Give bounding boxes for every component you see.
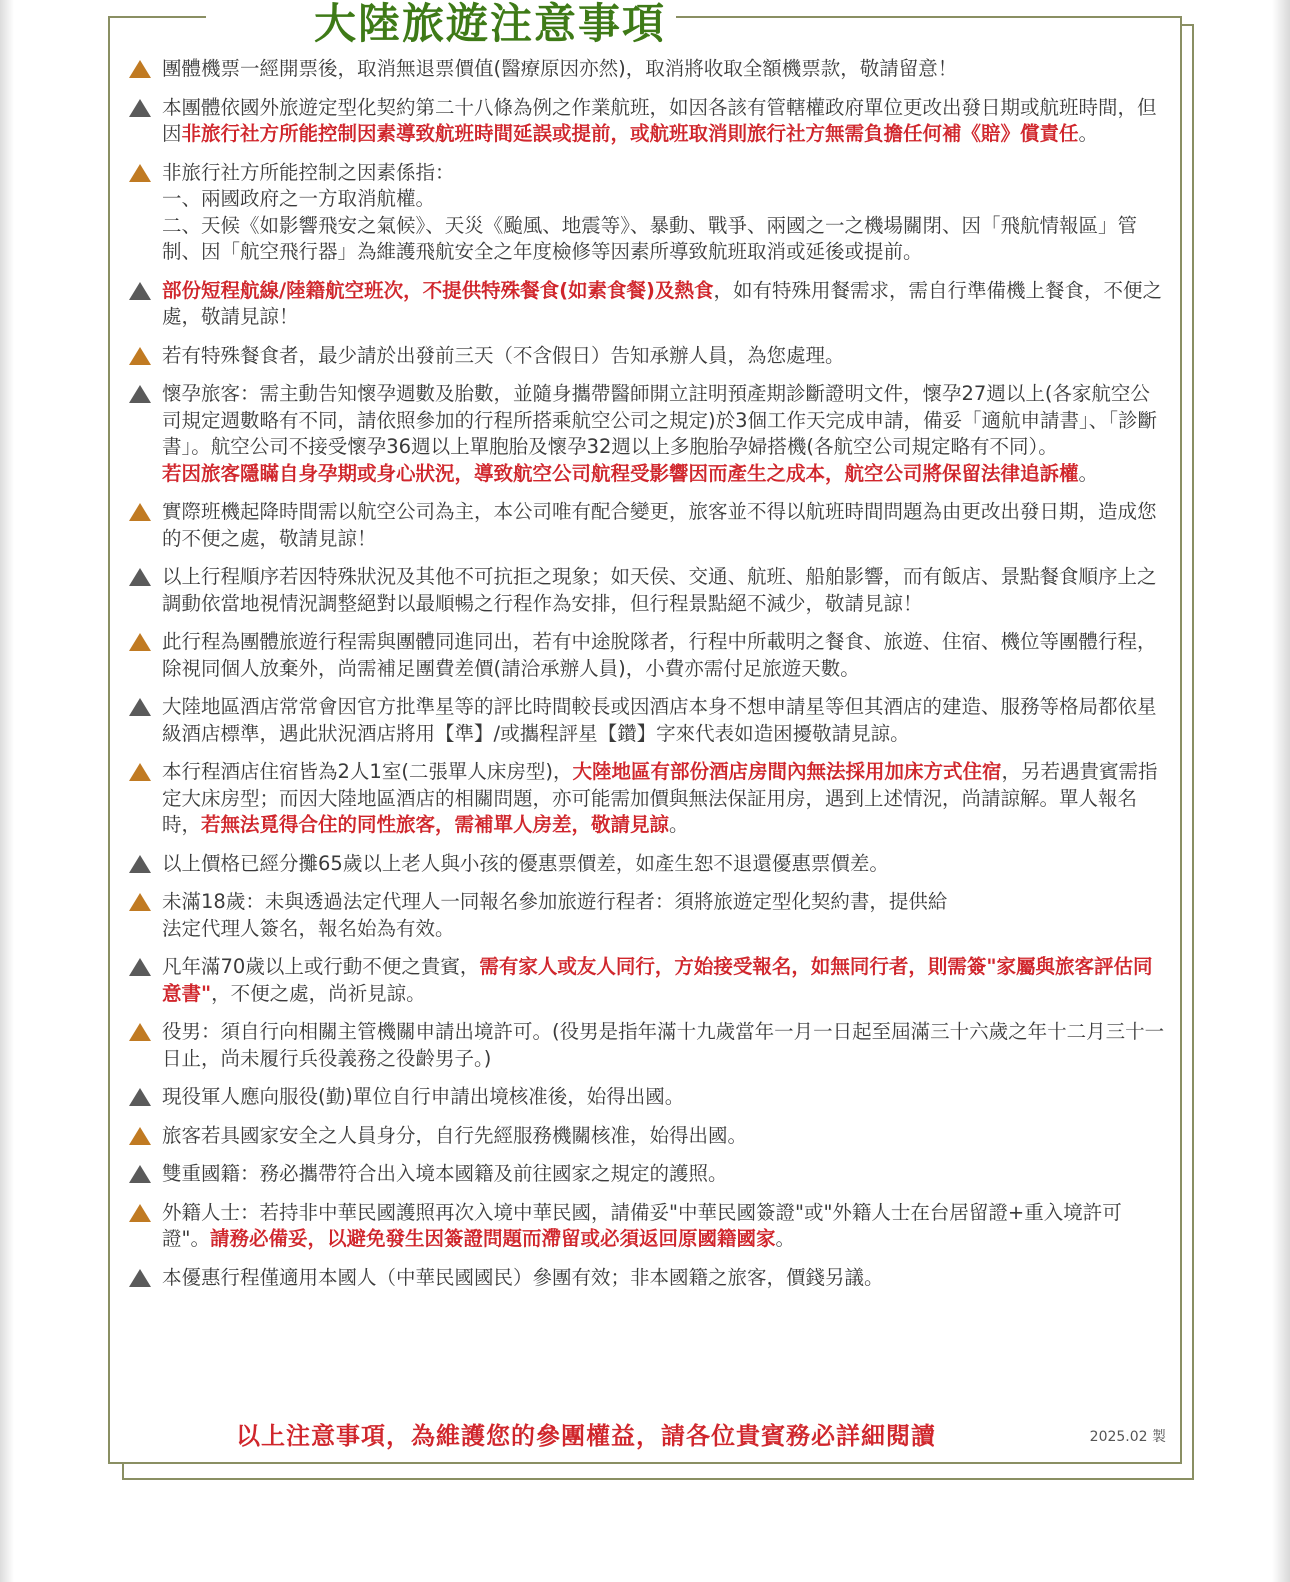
triangle-bullet-icon <box>128 1265 162 1291</box>
triangle-bullet-icon <box>128 343 162 369</box>
note-span: ，如有特殊用餐需求，需自行準備機上餐食，不便之處，敬請見諒！ <box>162 278 1162 328</box>
note-span: 現役軍人應向服役(勤)單位自行申請出境核准後，始得出國。 <box>162 1085 685 1108</box>
triangle-bullet-icon <box>128 629 162 655</box>
list-item <box>128 954 1168 1007</box>
note-text <box>162 1019 1168 1072</box>
list-item <box>128 1161 1168 1188</box>
document-frame <box>108 0 1182 1464</box>
note-text <box>162 1084 1168 1111</box>
triangle-bullet-icon <box>128 95 162 121</box>
note-span: 實際班機起降時間需以航空公司為主，本公司唯有配合變更，旅客並不得以航班時間問題為由更改出發日期，造成您的不便之處，敬請見諒！ <box>162 500 1157 550</box>
note-span: 二、天候《如影響飛安之氣候》、天災《颱風、地震等》、暴動、戰爭、兩國之一之機場關閉、因「飛航情報區」管制、因「航空飛行器」為維護飛航安全之年度檢修等因素所導致航班取消或延後或提前。 <box>162 213 1138 263</box>
list-item <box>128 1019 1168 1072</box>
note-emphasis: 部份短程航線/陸籍航空班次，不提供特殊餐食(如素食餐)及熱食 <box>162 278 714 302</box>
note-span: 。 <box>1078 461 1099 485</box>
list-item <box>128 1123 1168 1150</box>
list-item <box>128 759 1168 839</box>
triangle-bullet-icon <box>128 1019 162 1045</box>
note-span: 以上行程順序若因特殊狀況及其他不可抗拒之現象；如天侯、交通、航班、船舶影響，而有飯店、景點餐食順序上之調動依當地視情況調整絕對以最順暢之行程作為安排，但行程景點絕不減少，敬請見諒！ <box>162 565 1157 615</box>
note-text <box>162 889 1168 942</box>
list-item <box>128 694 1168 747</box>
footer <box>110 1416 1184 1456</box>
triangle-bullet-icon <box>128 889 162 915</box>
note-text <box>162 851 1168 878</box>
note-span: 法定代理人簽名，報名始為有效。 <box>162 916 455 940</box>
footer-note: 以上注意事項，為維護您的參團權益，請各位貴賓務必詳細閱讀 <box>236 1422 936 1450</box>
note-text <box>162 160 1168 266</box>
note-span: 懷孕旅客：需主動告知懷孕週數及胎數，並隨身攜帶醫師開立註明預產期診斷證明文件，懷孕27週以上(各家航空公司規定週數略有不同，請依照參加的行程所搭乘航空公司之規定)於3個工作天完成申請，備妥「適航申請書」、「診斷書」。航空公司不接受懷孕36週以上單胞胎及懷孕32週以上多胞胎孕婦搭機(各航空公司規定略有不同）。 <box>162 382 1158 458</box>
note-text <box>162 954 1168 1007</box>
list-item <box>128 1084 1168 1111</box>
list-item <box>128 56 1168 83</box>
note-text <box>162 56 1168 83</box>
note-text <box>162 343 1168 370</box>
list-item <box>128 95 1168 148</box>
triangle-bullet-icon <box>128 1161 162 1187</box>
list-item <box>128 564 1168 617</box>
triangle-bullet-icon <box>128 851 162 877</box>
note-span: 本團體依國外旅遊定型化契約第二十八條為例之作業航班，如因各該有管轄權政府單位更改出發日期或航班時間，但因 <box>162 95 1157 145</box>
list-item <box>128 629 1168 682</box>
triangle-bullet-icon <box>128 694 162 720</box>
triangle-bullet-icon <box>128 1123 162 1149</box>
note-span: 以上價格已經分攤65歲以上老人與小孩的優惠票價差，如產生恕不退還優惠票價差。 <box>162 851 889 875</box>
list-item <box>128 1200 1168 1253</box>
note-span: 雙重國籍：務必攜帶符合出入境本國籍及前往國家之規定的護照。 <box>162 1162 728 1185</box>
notes-list <box>128 56 1168 1303</box>
note-text <box>162 381 1168 487</box>
triangle-bullet-icon <box>128 1084 162 1110</box>
triangle-bullet-icon <box>128 499 162 525</box>
note-span: 。 <box>1078 122 1099 145</box>
triangle-bullet-icon <box>128 278 162 304</box>
note-text <box>162 759 1168 839</box>
page-edge-shadow-right <box>1272 0 1290 1582</box>
list-item <box>128 278 1168 331</box>
note-emphasis: 請務必備妥，以避免發生因簽證問題而滯留或必須返回原國籍國家 <box>209 1227 776 1250</box>
note-emphasis: 若因旅客隱瞞自身孕期或身心狀況，導致航空公司航程受影響因而產生之成本，航空公司將保留法律追訴權 <box>162 461 1079 485</box>
list-item <box>128 1265 1168 1292</box>
list-item <box>128 343 1168 370</box>
note-span: 此行程為團體旅遊行程需與團體同進同出，若有中途脫隊者，行程中所載明之餐食、旅遊、住宿、機位等團體行程，除視同個人放棄外，尚需補足團費差價(請洽承辦人員)，小費亦需付足旅遊天數。 <box>162 630 1157 680</box>
note-span: 大陸地區酒店常常會因官方批準星等的評比時間較長或因酒店本身不想申請星等但其酒店的建造、服務等格局都依星級酒店標準，遇此狀況酒店將用【準】/或攜程評星【鑽】字來代表如造困擾敬請見諒。 <box>162 695 1157 745</box>
triangle-bullet-icon <box>128 564 162 590</box>
note-text <box>162 564 1168 617</box>
note-emphasis: 大陸地區有部份酒店房間內無法採用加床方式住宿 <box>572 760 1002 783</box>
note-text <box>162 1123 1168 1150</box>
document-title: 大陸旅遊注意事項 <box>206 0 676 52</box>
triangle-bullet-icon <box>128 1200 162 1226</box>
list-item <box>128 381 1168 487</box>
note-text <box>162 499 1168 552</box>
triangle-bullet-icon <box>128 381 162 407</box>
note-span: 凡年滿70歲以上或行動不便之貴賓， <box>162 955 480 978</box>
note-text <box>162 95 1168 148</box>
list-item <box>128 851 1168 878</box>
note-text <box>162 1200 1168 1253</box>
triangle-bullet-icon <box>128 954 162 980</box>
note-span: 非旅行社方所能控制之因素係指： <box>162 160 455 184</box>
note-text <box>162 629 1168 682</box>
note-text <box>162 1265 1168 1292</box>
note-span: 本行程酒店住宿皆為2人1室(二張單人床房型)， <box>162 760 573 783</box>
page-edge-shadow-left <box>0 0 14 1582</box>
note-span: 一、兩國政府之一方取消航權。 <box>162 187 436 210</box>
note-span: ，不便之處，尚祈見諒。 <box>211 981 426 1005</box>
triangle-bullet-icon <box>128 759 162 785</box>
list-item <box>128 889 1168 942</box>
note-text <box>162 1161 1168 1188</box>
triangle-bullet-icon <box>128 160 162 186</box>
note-text <box>162 278 1168 331</box>
list-item <box>128 160 1168 266</box>
note-span: ，另若遇貴賓需指定大床房型；而因大陸地區酒店的相關問題，亦可能需加價與無法保証用房，遇到上述情況，尚請諒解。單人報名時， <box>162 760 1158 836</box>
note-span: 未滿18歲：未與透過法定代理人一同報名參加旅遊行程者：須將旅遊定型化契約書，提供給 <box>162 890 948 913</box>
note-span: 旅客若具國家安全之人員身分，自行先經服務機關核准，始得出國。 <box>162 1123 748 1147</box>
note-span: 外籍人士：若持非中華民國護照再次入境中華民國，請備妥"中華民國簽證"或"外籍人士在台居留證+重入境許可證"。 <box>162 1200 1122 1250</box>
title-rule <box>108 16 208 18</box>
note-text <box>162 694 1168 747</box>
note-span: 本優惠行程僅適用本國人（中華民國國民）參團有效；非本國籍之旅客，價錢另議。 <box>162 1265 884 1289</box>
list-item <box>128 499 1168 552</box>
note-span: 役男：須自行向相關主管機關申請出境許可。(役男是指年滿十九歲當年一月一日起至屆滿三十六歲之年十二月三十一日止，尚未履行兵役義務之役齡男子。) <box>162 1020 1165 1070</box>
note-span: 。 <box>669 813 689 836</box>
note-emphasis: 非旅行社方所能控制因素導致航班時間延誤或提前，或航班取消則旅行社方無需負擔任何補《賠》償責任 <box>181 122 1079 145</box>
note-span: 團體機票一經開票後，取消無退票價值(醫療原因亦然)，取消將收取全額機票款，敬請留意！ <box>162 57 958 80</box>
note-emphasis: 需有家人或友人同行，方始接受報名，如無同行者，則需簽"家屬與旅客評估同意書" <box>162 955 1153 1005</box>
note-span: 若有特殊餐食者，最少請於出發前三天（不含假日）告知承辦人員，為您處理。 <box>162 343 845 367</box>
note-emphasis: 若無法覓得合住的同性旅客，需補單人房差，敬請見諒 <box>201 813 670 836</box>
triangle-bullet-icon <box>128 56 162 82</box>
date-stamp: 2025.02 製 <box>1089 1429 1166 1445</box>
note-span: 。 <box>775 1227 796 1250</box>
